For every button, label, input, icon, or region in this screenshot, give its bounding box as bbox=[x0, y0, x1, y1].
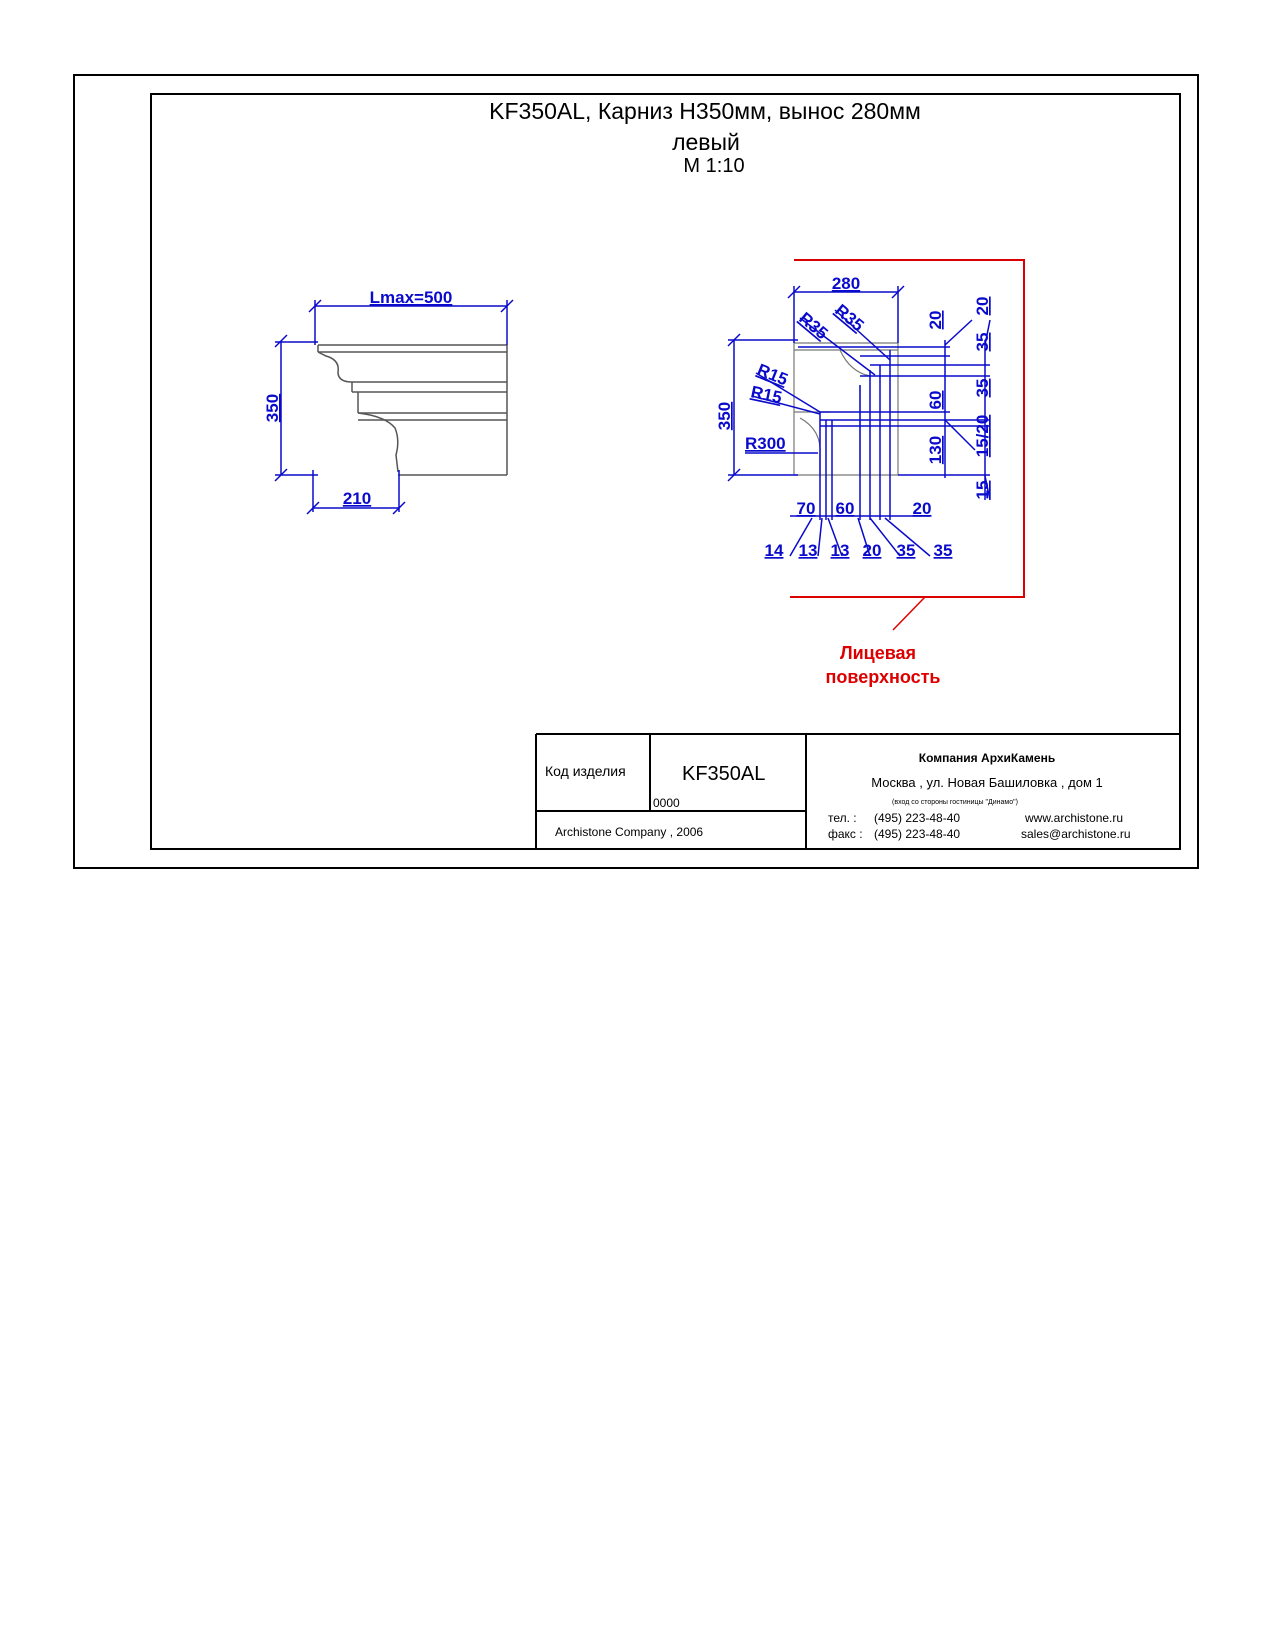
right-outer-dim-4: 15/20 bbox=[973, 414, 992, 458]
drawing-scale: М 1:10 bbox=[683, 155, 745, 177]
face-label-line2: поверхность bbox=[825, 667, 941, 687]
email-link[interactable]: sales@archistone.ru bbox=[1021, 827, 1131, 841]
right-profile-outline bbox=[794, 343, 898, 475]
code-label: Код изделия bbox=[545, 763, 626, 779]
company-name: Компания АрхиКамень bbox=[918, 751, 1056, 765]
right-profile-view bbox=[715, 260, 1024, 687]
left-dim-height: 350 bbox=[263, 393, 282, 423]
right-inner-dim-2: 60 bbox=[926, 390, 945, 410]
left-profile-outline bbox=[318, 345, 507, 475]
bottom-dim-row2-4: 20 bbox=[862, 541, 882, 560]
left-dim-depth: 210 bbox=[342, 489, 372, 508]
drawing-subtitle: левый bbox=[672, 129, 740, 155]
copyright: Archistone Company , 2006 bbox=[555, 825, 704, 839]
radius-label-1: R35 bbox=[795, 308, 832, 344]
bottom-dim-row2-5: 35 bbox=[896, 541, 916, 560]
company-entrance: (вход со стороны гостиницы "Динамо") bbox=[892, 799, 1018, 806]
right-inner-dim-1: 20 bbox=[926, 310, 945, 330]
code-value: KF350AL bbox=[682, 763, 766, 785]
radius-label-4: R15 bbox=[749, 382, 784, 408]
radius-label-5: R300 bbox=[745, 434, 786, 453]
left-dim-lmax: Lmax=500 bbox=[369, 288, 453, 307]
right-outer-dim-1: 20 bbox=[973, 296, 992, 316]
bottom-dim-row1-3: 20 bbox=[912, 499, 932, 518]
bottom-dim-row2-1: 14 bbox=[764, 541, 784, 560]
code-number: 0000 bbox=[653, 796, 680, 810]
right-outer-dim-2: 35 bbox=[973, 332, 992, 352]
bottom-dim-row2-2: 13 bbox=[798, 541, 818, 560]
left-dimension-lines bbox=[275, 300, 513, 514]
website-link[interactable]: www.archistone.ru bbox=[1025, 811, 1124, 825]
fax-label: факс : bbox=[828, 827, 863, 841]
bottom-dim-row2-3: 13 bbox=[830, 541, 850, 560]
radius-label-2: R35 bbox=[831, 300, 868, 336]
face-label-line1: Лицевая bbox=[839, 643, 917, 663]
inner-frame bbox=[151, 94, 1180, 849]
company-address: Москва , ул. Новая Башиловка , дом 1 bbox=[871, 775, 1103, 790]
bottom-dim-row1-2: 60 bbox=[835, 499, 855, 518]
drawing-title: KF350AL, Карниз H350мм, вынос 280мм bbox=[489, 98, 921, 124]
fax-number: (495) 223-48-40 bbox=[874, 827, 961, 841]
right-dim-height: 350 bbox=[715, 401, 734, 431]
bottom-dim-row1-1: 70 bbox=[796, 499, 816, 518]
radius-label-3: R15 bbox=[754, 360, 791, 390]
face-leader-line bbox=[893, 597, 925, 630]
right-outer-dim-3: 35 bbox=[973, 378, 992, 398]
right-inner-dim-3: 130 bbox=[926, 435, 945, 465]
title-block bbox=[536, 734, 1180, 849]
tel-number: (495) 223-48-40 bbox=[874, 811, 961, 825]
right-dim-width: 280 bbox=[831, 274, 861, 293]
outer-frame bbox=[74, 75, 1198, 868]
tel-label: тел. : bbox=[828, 811, 857, 825]
right-outer-dim-5: 15 bbox=[973, 480, 992, 500]
left-profile-view bbox=[263, 288, 513, 514]
bottom-dim-row2-6: 35 bbox=[933, 541, 953, 560]
